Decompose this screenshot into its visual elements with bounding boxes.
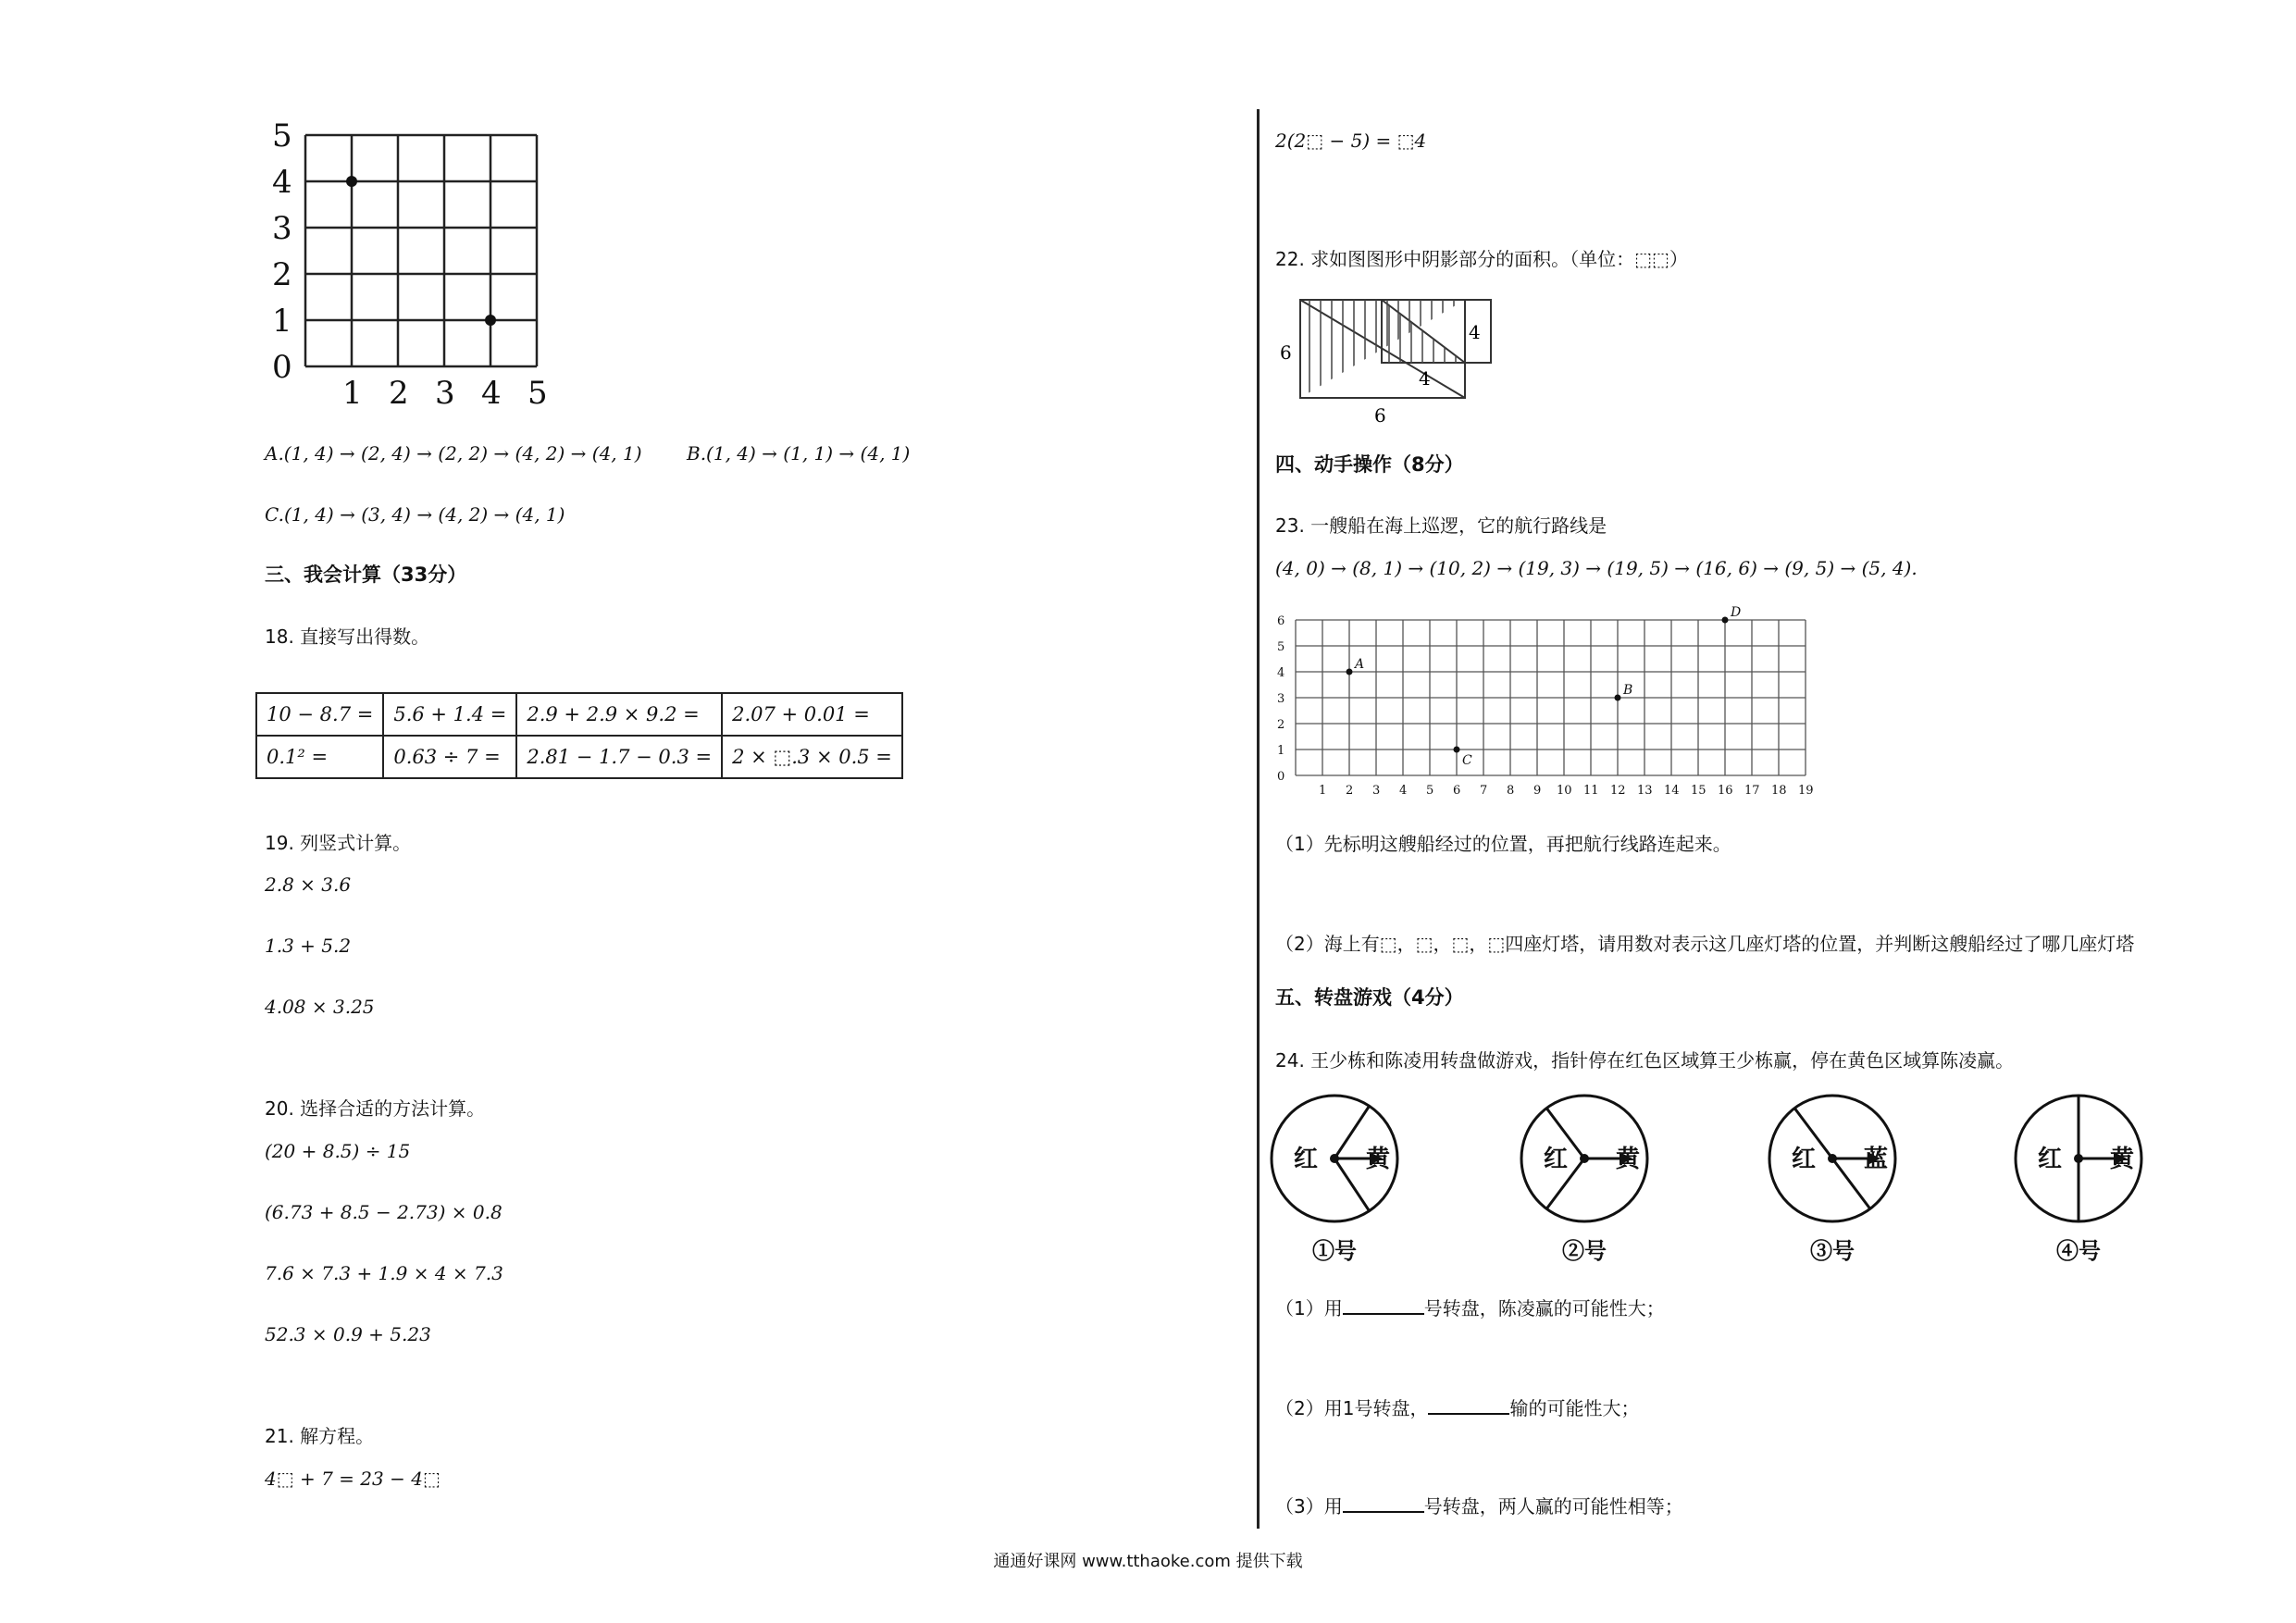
point-label: D — [1731, 605, 1742, 620]
table-cell: 2 × ⬚.3 × 0.5 = — [722, 736, 902, 778]
x-tick-label: 8 — [1507, 784, 1515, 798]
q20-item: 7.6 × 7.3 + 1.9 × 4 × 7.3 — [265, 1262, 503, 1284]
q24-part-1 — [1275, 1294, 1665, 1320]
x-tick-label: 17 — [1744, 784, 1760, 798]
y-tick-label: 4 — [272, 164, 292, 201]
column-divider — [1257, 109, 1260, 1529]
table-row — [256, 693, 902, 736]
spinner-1 — [1272, 1096, 1397, 1264]
point-label: C — [1462, 753, 1472, 768]
y-tick-label: 0 — [272, 349, 292, 386]
point-b — [1615, 695, 1621, 701]
y-tick-label: 1 — [272, 303, 292, 340]
x-tick-label: 15 — [1691, 784, 1706, 798]
y-tick-label: 6 — [1277, 614, 1285, 628]
q24-part-1-suffix: 号转盘，陈凌赢的可能性大； — [1423, 1297, 1665, 1319]
q21-equation-2: 2(2⬚ − 5) = ⬚4 — [1275, 130, 1427, 152]
label-inner-bottom: 4 — [1419, 367, 1431, 390]
spinner-right-label: 黄 — [1366, 1146, 1391, 1173]
q20-item: (6.73 + 8.5 − 2.73) × 0.8 — [265, 1201, 503, 1223]
point-label: B — [1623, 683, 1633, 698]
question-23: 23. 一艘船在海上巡逻，它的航行路线是 — [1275, 514, 1607, 537]
x-tick-label: 4 — [481, 375, 502, 412]
q24-part-3-suffix: 号转盘，两人赢的可能性相等； — [1423, 1495, 1683, 1518]
spinner-left-label: 红 — [1544, 1146, 1569, 1173]
label-left-side: 6 — [1280, 341, 1292, 364]
x-tick-label: 10 — [1557, 784, 1572, 798]
x-tick-label: 11 — [1583, 784, 1599, 798]
answer-blank[interactable] — [1343, 1296, 1424, 1315]
x-tick-label: 16 — [1718, 784, 1733, 798]
spinner-4 — [2016, 1096, 2141, 1264]
option-b[interactable]: B.(1, 4) → (1, 1) → (4, 1) — [687, 442, 911, 465]
q19-item: 1.3 + 5.2 — [265, 935, 352, 957]
shaded-area-figure — [1272, 292, 1495, 427]
x-tick-label: 9 — [1533, 784, 1542, 798]
spinner-right-label: 黄 — [2110, 1146, 2135, 1173]
option-a[interactable]: A.(1, 4) → (2, 4) → (2, 2) → (4, 2) → (4, 1) — [265, 442, 642, 465]
answer-blank[interactable] — [1343, 1494, 1424, 1513]
table-cell: 2.9 + 2.9 × 9.2 = — [516, 693, 722, 736]
q23-route: (4, 0) → (8, 1) → (10, 2) → (19, 3) → (19, 5) → (16, 6) → (9, 5) → (5, 4). — [1275, 557, 1917, 579]
y-tick-label: 2 — [1277, 718, 1285, 732]
section-4-heading: 四、动手操作（8分） — [1275, 453, 1464, 476]
pointer-pivot — [1330, 1154, 1339, 1163]
x-tick-label: 5 — [1426, 784, 1434, 798]
spinner-3 — [1769, 1096, 1895, 1264]
spinners-figure — [1270, 1086, 2195, 1268]
y-tick-label: 1 — [1277, 744, 1285, 758]
question-21: 21. 解方程。 — [265, 1425, 375, 1447]
q24-part-2-prefix: （2）用1号转盘， — [1275, 1397, 1429, 1419]
table-cell: 2.07 + 0.01 = — [722, 693, 902, 736]
q24-part-3-prefix: （3）用 — [1275, 1495, 1343, 1518]
y-tick-label: 0 — [1277, 770, 1285, 784]
x-tick-label: 1 — [342, 375, 363, 412]
q23-part-2: （2）海上有⬚，⬚，⬚，⬚四座灯塔，请用数对表示这几座灯塔的位置，并判断这艘船经过了哪几座灯塔 — [1275, 933, 2135, 955]
coordinate-grid-2 — [1270, 605, 1814, 801]
spinner-caption: ③号 — [1810, 1237, 1855, 1264]
x-tick-label: 13 — [1637, 784, 1653, 798]
q20-item: (20 + 8.5) ÷ 15 — [265, 1140, 411, 1162]
q24-part-1-prefix: （1）用 — [1275, 1297, 1343, 1319]
x-tick-label: 2 — [389, 375, 409, 412]
x-tick-label: 4 — [1399, 784, 1408, 798]
coordinate-grid-1 — [259, 117, 555, 413]
spinner-caption: ④号 — [2056, 1237, 2101, 1264]
table-cell: 5.6 + 1.4 = — [383, 693, 516, 736]
spinner-caption: ①号 — [1312, 1237, 1357, 1264]
answer-blank[interactable] — [1428, 1396, 1509, 1415]
x-tick-label: 12 — [1610, 784, 1626, 798]
point-label: A — [1355, 657, 1365, 672]
q24-part-3 — [1275, 1492, 1683, 1518]
x-tick-label: 18 — [1771, 784, 1787, 798]
spinner-caption: ②号 — [1562, 1237, 1607, 1264]
y-tick-label: 5 — [1277, 640, 1285, 654]
table-cell: 10 − 8.7 = — [256, 693, 383, 736]
point-a — [1347, 669, 1353, 675]
y-tick-label: 4 — [1277, 666, 1285, 680]
spinner-left-label: 红 — [1294, 1146, 1319, 1173]
point-c — [1454, 747, 1460, 753]
question-24: 24. 王少栋和陈凌用转盘做游戏，指针停在红色区域算王少栋赢，停在黄色区域算陈凌赢。 — [1275, 1049, 2015, 1072]
grid-point — [485, 315, 496, 326]
spinner-divider — [1334, 1107, 1369, 1158]
x-tick-label: 3 — [435, 375, 455, 412]
spinner-2 — [1521, 1096, 1647, 1264]
x-tick-label: 6 — [1453, 784, 1461, 798]
grid-point — [346, 176, 357, 187]
pointer-pivot — [2074, 1154, 2083, 1163]
option-c[interactable]: C.(1, 4) → (3, 4) → (4, 2) → (4, 1) — [265, 503, 565, 526]
spinner-left-label: 红 — [1792, 1146, 1817, 1173]
section-5-heading: 五、转盘游戏（4分） — [1275, 986, 1464, 1009]
page-footer: 通通好课网 www.tthaoke.com 提供下载 — [993, 1552, 1303, 1571]
pointer-pivot — [1580, 1154, 1589, 1163]
table-row — [256, 736, 902, 778]
y-tick-label: 2 — [272, 256, 292, 293]
pointer-pivot — [1828, 1154, 1837, 1163]
y-tick-label: 5 — [272, 118, 292, 155]
q24-part-2 — [1275, 1394, 1639, 1420]
x-tick-label: 1 — [1319, 784, 1327, 798]
x-tick-label: 14 — [1664, 784, 1680, 798]
table-cell: 0.63 ÷ 7 = — [383, 736, 516, 778]
q20-item: 52.3 × 0.9 + 5.23 — [265, 1323, 431, 1345]
section-3-heading: 三、我会计算（33分） — [265, 564, 467, 586]
y-tick-label: 3 — [272, 210, 292, 247]
table-cell: 0.1² = — [256, 736, 383, 778]
question-22: 22. 求如图图形中阴影部分的面积。（单位：⬚⬚） — [1275, 248, 1688, 270]
y-tick-label: 3 — [1277, 692, 1285, 706]
q19-item: 2.8 × 3.6 — [265, 873, 352, 896]
spinner-right-label: 蓝 — [1864, 1146, 1889, 1173]
spinner-divider — [1334, 1158, 1369, 1210]
q23-part-1: （1）先标明这艘船经过的位置，再把航行线路连起来。 — [1275, 833, 1731, 855]
question-20: 20. 选择合适的方法计算。 — [265, 1097, 486, 1120]
label-right-side: 4 — [1469, 321, 1481, 343]
q24-part-2-suffix: 输的可能性大； — [1509, 1397, 1640, 1419]
spinner-right-label: 黄 — [1616, 1146, 1641, 1173]
table-cell: 2.81 − 1.7 − 0.3 = — [516, 736, 722, 778]
label-bottom: 6 — [1374, 404, 1386, 427]
question-19: 19. 列竖式计算。 — [265, 832, 412, 854]
q19-item: 4.08 × 3.25 — [265, 996, 375, 1018]
point-d — [1722, 617, 1729, 624]
q21-equation-1: 4⬚ + 7 = 23 − 4⬚ — [265, 1468, 441, 1490]
x-tick-label: 2 — [1346, 784, 1354, 798]
x-tick-label: 7 — [1480, 784, 1488, 798]
x-tick-label: 19 — [1798, 784, 1814, 798]
x-tick-label: 3 — [1372, 784, 1381, 798]
question-18: 18. 直接写出得数。 — [265, 626, 430, 648]
mental-math-table — [255, 692, 903, 779]
x-tick-label: 5 — [527, 375, 548, 412]
spinner-left-label: 红 — [2038, 1146, 2063, 1173]
